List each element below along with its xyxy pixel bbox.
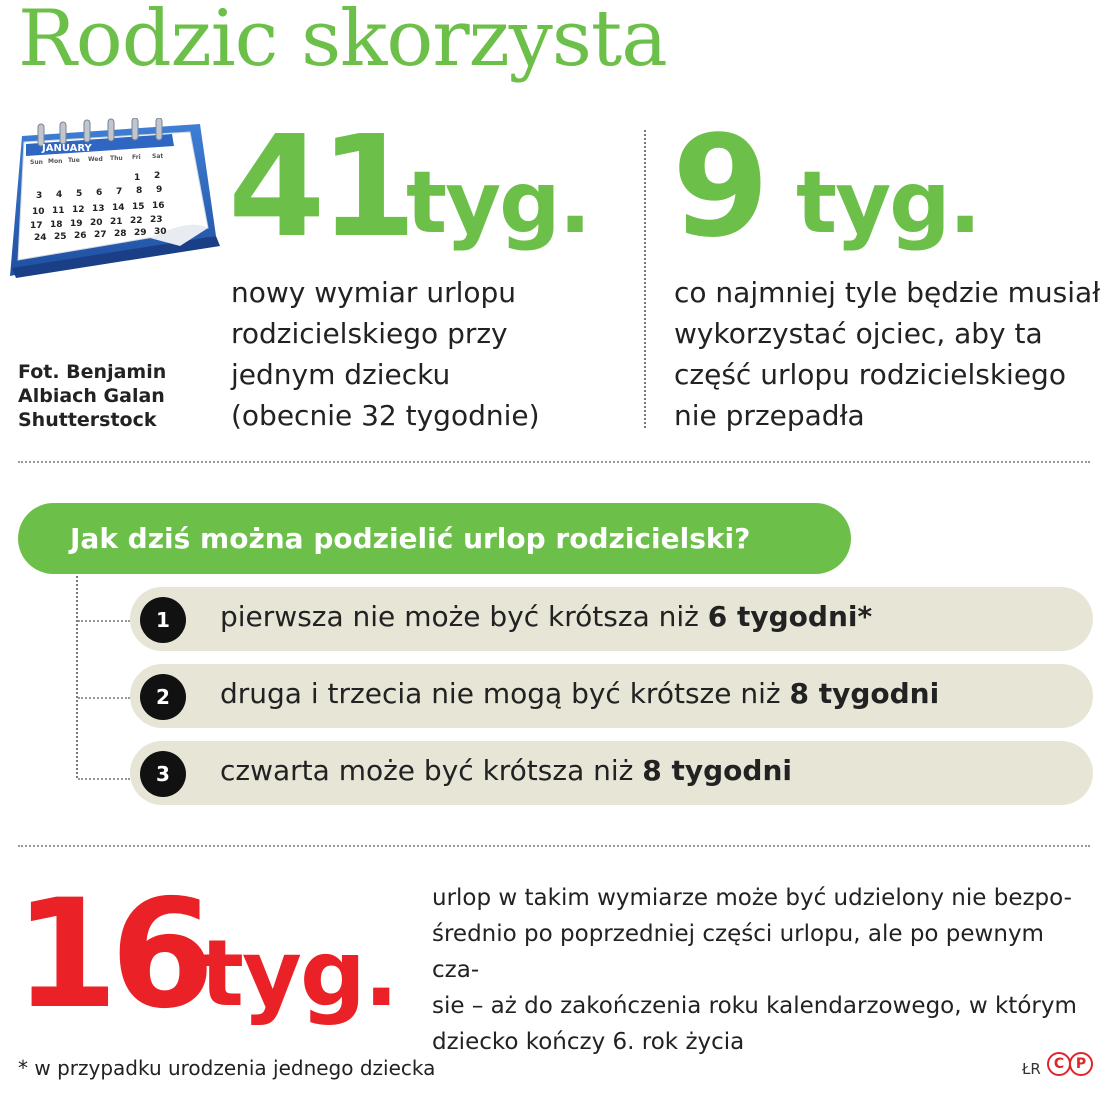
svg-text:Thu: Thu xyxy=(110,155,123,162)
horizontal-divider xyxy=(18,845,1090,847)
svg-text:16: 16 xyxy=(152,201,165,211)
page-title: Rodzic skorzysta xyxy=(18,0,667,84)
svg-text:4: 4 xyxy=(56,190,63,200)
stat3-number: 16 xyxy=(14,868,207,1042)
stat2-unit: tyg. xyxy=(796,153,980,253)
stat1-description: nowy wymiar urlopu rodzicielskiego przy jednym dziecku (obecnie 32 tygodnie) xyxy=(231,276,540,432)
svg-text:25: 25 xyxy=(54,232,67,242)
svg-text:23: 23 xyxy=(150,215,163,225)
svg-text:27: 27 xyxy=(94,230,107,240)
svg-text:20: 20 xyxy=(90,218,103,228)
svg-text:12: 12 xyxy=(72,205,85,215)
svg-text:Sun: Sun xyxy=(30,159,43,166)
svg-text:11: 11 xyxy=(52,206,65,216)
list-item: 1 pierwsza nie może być krótsza niż 6 tygodni* xyxy=(130,587,1093,651)
svg-text:15: 15 xyxy=(132,202,145,212)
horizontal-divider xyxy=(18,461,1090,463)
svg-text:Wed: Wed xyxy=(88,156,103,163)
stat2-number: 9 xyxy=(672,106,764,269)
svg-text:10: 10 xyxy=(32,207,45,217)
svg-text:Tue: Tue xyxy=(68,157,80,164)
svg-text:6: 6 xyxy=(96,188,103,198)
publisher-logo: P xyxy=(1069,1052,1093,1076)
svg-text:24: 24 xyxy=(34,233,47,243)
svg-text:Sat: Sat xyxy=(152,153,164,160)
footnote: * w przypadku urodzenia jednego dziecka xyxy=(18,1056,436,1080)
stat1-number: 41 xyxy=(228,106,411,269)
number-badge: 1 xyxy=(140,597,186,643)
calendar-month: JANUARY xyxy=(42,143,92,154)
svg-text:28: 28 xyxy=(114,229,127,239)
stat1-unit: tyg. xyxy=(406,153,590,253)
list-item: 2 druga i trzecia nie mogą być krótsze niż 8 tygodni xyxy=(130,664,1093,728)
svg-text:18: 18 xyxy=(50,220,63,230)
number-badge: 2 xyxy=(140,674,186,720)
svg-text:7: 7 xyxy=(116,187,123,197)
stat2-description: co najmniej tyle będzie musiał wykorzystać ojciec, aby ta część urlopu rodzicielskiego nie przepadła xyxy=(674,276,1101,432)
stat3-description: urlop w takim wymiarze może być udzielony nie bezpo- średnio po poprzedniej części urlopu, ale po pewnym cza- sie – aż do zakończenia roku kalendarzowego, w którym dziecko kończy 6. rok życia xyxy=(432,885,1077,1055)
svg-text:13: 13 xyxy=(92,204,105,214)
question-banner xyxy=(18,503,851,574)
connector-branch xyxy=(78,620,130,622)
connector-branch xyxy=(78,697,130,699)
svg-text:21: 21 xyxy=(110,217,123,227)
number-badge: 3 xyxy=(140,751,186,797)
author-signature: ŁR xyxy=(1022,1060,1041,1078)
vertical-divider xyxy=(644,130,646,428)
list-connector xyxy=(76,576,78,778)
svg-text:5: 5 xyxy=(76,189,83,199)
svg-text:14: 14 xyxy=(112,203,125,213)
svg-text:17: 17 xyxy=(30,221,43,231)
svg-text:Fri: Fri xyxy=(132,154,141,161)
svg-text:2: 2 xyxy=(154,171,161,181)
svg-text:30: 30 xyxy=(154,227,167,237)
calendar-icon xyxy=(0,118,222,278)
list-item: 3 czwarta może być krótsza niż 8 tygodni xyxy=(130,741,1093,805)
svg-text:22: 22 xyxy=(130,216,143,226)
connector-branch xyxy=(78,778,130,780)
stat3-unit: tyg. xyxy=(200,920,397,1027)
svg-text:26: 26 xyxy=(74,231,87,241)
svg-text:8: 8 xyxy=(136,186,143,196)
publisher-logo: C xyxy=(1047,1052,1071,1076)
svg-text:Mon: Mon xyxy=(48,158,63,165)
photo-credit: Fot. Benjamin Albiach Galan Shutterstock xyxy=(18,361,167,431)
question-text: Jak dziś można podzielić urlop rodzicielski? xyxy=(70,522,751,555)
svg-text:1: 1 xyxy=(134,173,141,183)
svg-text:9: 9 xyxy=(156,185,163,195)
svg-text:19: 19 xyxy=(70,219,83,229)
svg-text:3: 3 xyxy=(36,191,43,201)
svg-text:29: 29 xyxy=(134,228,147,238)
